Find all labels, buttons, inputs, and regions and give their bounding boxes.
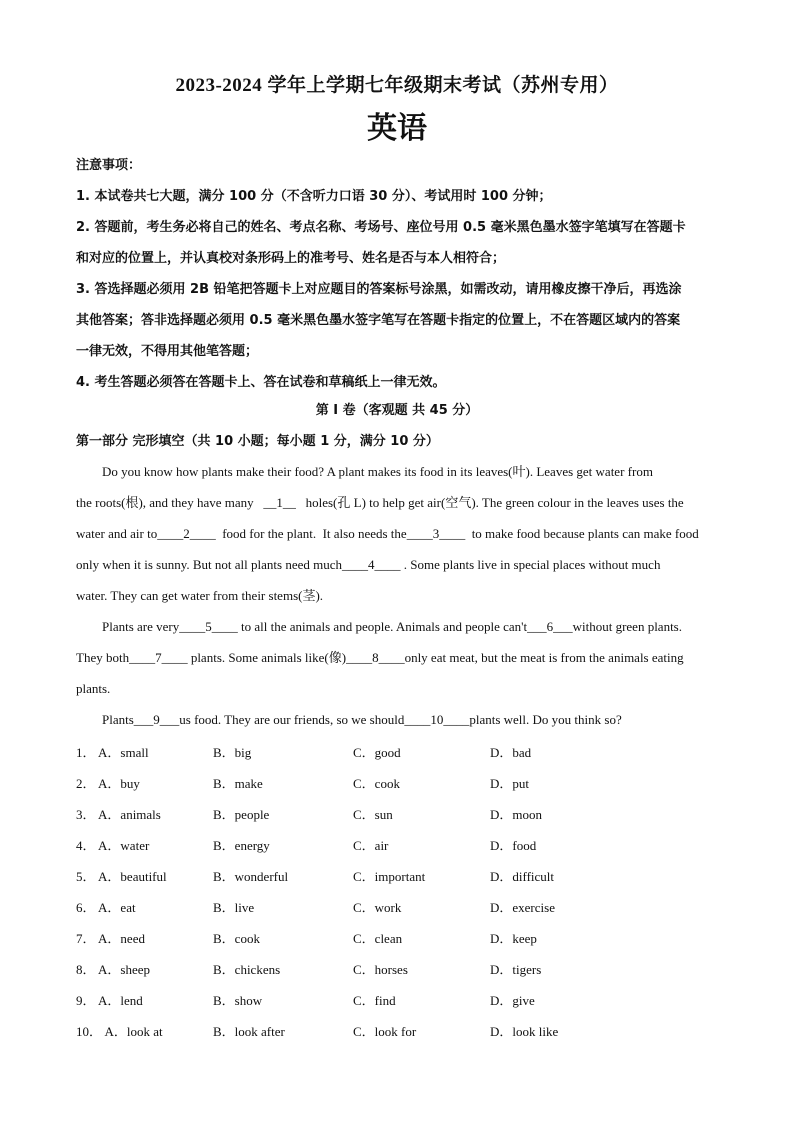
question-row	[76, 892, 720, 923]
option-d: D．difficult	[490, 869, 555, 884]
section-heading: 第 I 卷（客观题 共 45 分）	[315, 403, 479, 418]
option-a: 6． A．eat	[76, 900, 136, 915]
option-d: D．tigers	[490, 962, 542, 977]
option-d: D．give	[490, 993, 535, 1008]
option-d: D．keep	[490, 931, 537, 946]
option-c: C．air	[353, 838, 389, 853]
passage-line: water. They can get water from their stems(茎).	[76, 588, 324, 603]
question-row	[76, 985, 720, 1016]
question-row	[76, 1016, 720, 1047]
option-a: 8． A．sheep	[76, 962, 151, 977]
passage-line: plants.	[76, 681, 111, 696]
note-line: 一律无效，不得用其他笔答题；	[76, 344, 259, 359]
question-row	[76, 954, 720, 985]
option-c: C．horses	[353, 962, 408, 977]
part-heading: 第一部分 完形填空（共 10 小题；每小题 1 分，满分 10 分）	[76, 434, 439, 449]
passage-line: Plants are very____5____ to all the animals and people. Animals and people can't___6___without green plants.	[76, 619, 682, 634]
option-d: D．bad	[490, 745, 532, 760]
option-a: 5． A．beautiful	[76, 869, 167, 884]
passage-line: the roots(根), and they have many __1__ holes(孔 L) to help get air(空气). The green colour in the leaves uses the	[76, 495, 684, 510]
option-c: C．clean	[353, 931, 403, 946]
exam-title: 2023-2024 学年上学期七年级期末考试（苏州专用）	[175, 75, 619, 96]
option-c: C．sun	[353, 807, 393, 822]
notes-block	[76, 150, 720, 398]
option-b: B．energy	[213, 838, 270, 853]
option-a: 7． A．need	[76, 931, 145, 946]
option-b: B．wonderful	[213, 869, 289, 884]
passage-line: Do you know how plants make their food? A plant makes its food in its leaves(叶). Leaves get water from	[76, 464, 653, 479]
option-a: 3． A．animals	[76, 807, 161, 822]
option-a: 1． A．small	[76, 745, 149, 760]
option-d: D．look like	[490, 1024, 559, 1039]
option-a: 10． A．look at	[76, 1024, 163, 1039]
option-b: B．big	[213, 745, 252, 760]
option-d: D．exercise	[490, 900, 555, 915]
question-row	[76, 737, 720, 768]
option-c: C．important	[353, 869, 426, 884]
question-row	[76, 861, 720, 892]
option-b: B．show	[213, 993, 263, 1008]
note-line: 其他答案；答非选择题必须用 0.5 毫米黑色墨水签字笔写在答题卡指定的位置上，不在答题区域内的答案	[76, 313, 681, 328]
option-d: D．put	[490, 776, 530, 791]
subject-title: 英语	[367, 111, 427, 146]
option-a: 9． A．lend	[76, 993, 143, 1008]
option-b: B．cook	[213, 931, 260, 946]
cloze-passage	[76, 456, 720, 735]
question-row	[76, 830, 720, 861]
question-row	[76, 768, 720, 799]
option-c: C．good	[353, 745, 401, 760]
note-line: 2. 答题前，考生务必将自己的姓名、考点名称、考场号、座位号用 0.5 毫米黑色墨水签字笔填写在答题卡	[76, 220, 686, 235]
option-a: 2． A．buy	[76, 776, 140, 791]
option-d: D．food	[490, 838, 537, 853]
option-b: B．people	[213, 807, 270, 822]
option-b: B．live	[213, 900, 255, 915]
option-c: C．look for	[353, 1024, 417, 1039]
passage-line: They both____7____ plants. Some animals like(像)____8____only eat meat, but the meat is from the animals eating	[76, 650, 684, 665]
options-list	[76, 737, 720, 1047]
notes-heading: 注意事项：	[76, 158, 142, 173]
note-line: 和对应的位置上，并认真校对条形码上的准考号、姓名是否与本人相符合；	[76, 251, 506, 266]
option-d: D．moon	[490, 807, 543, 822]
note-line: 3. 答选择题必须用 2B 铅笔把答题卡上对应题目的答案标号涂黑，如需改动，请用橡皮擦干净后，再选涂	[76, 282, 682, 297]
option-c: C．work	[353, 900, 402, 915]
option-a: 4． A．water	[76, 838, 150, 853]
question-row	[76, 923, 720, 954]
question-row	[76, 799, 720, 830]
note-line: 4. 考生答题必须答在答题卡上、答在试卷和草稿纸上一律无效。	[76, 375, 446, 390]
passage-line: Plants___9___us food. They are our friends, so we should____10____plants well. Do you think so?	[76, 712, 622, 727]
passage-line: water and air to____2____ food for the plant. It also needs the____3____ to make food because plants can make food	[76, 526, 699, 541]
option-b: B．chickens	[213, 962, 281, 977]
passage-line: only when it is sunny. But not all plants need much____4____ . Some plants live in special places without much	[76, 557, 661, 572]
option-c: C．find	[353, 993, 396, 1008]
note-line: 1. 本试卷共七大题，满分 100 分（不含听力口语 30 分）、考试用时 100 分钟；	[76, 189, 552, 204]
option-c: C．cook	[353, 776, 400, 791]
option-b: B．make	[213, 776, 263, 791]
option-b: B．look after	[213, 1024, 285, 1039]
